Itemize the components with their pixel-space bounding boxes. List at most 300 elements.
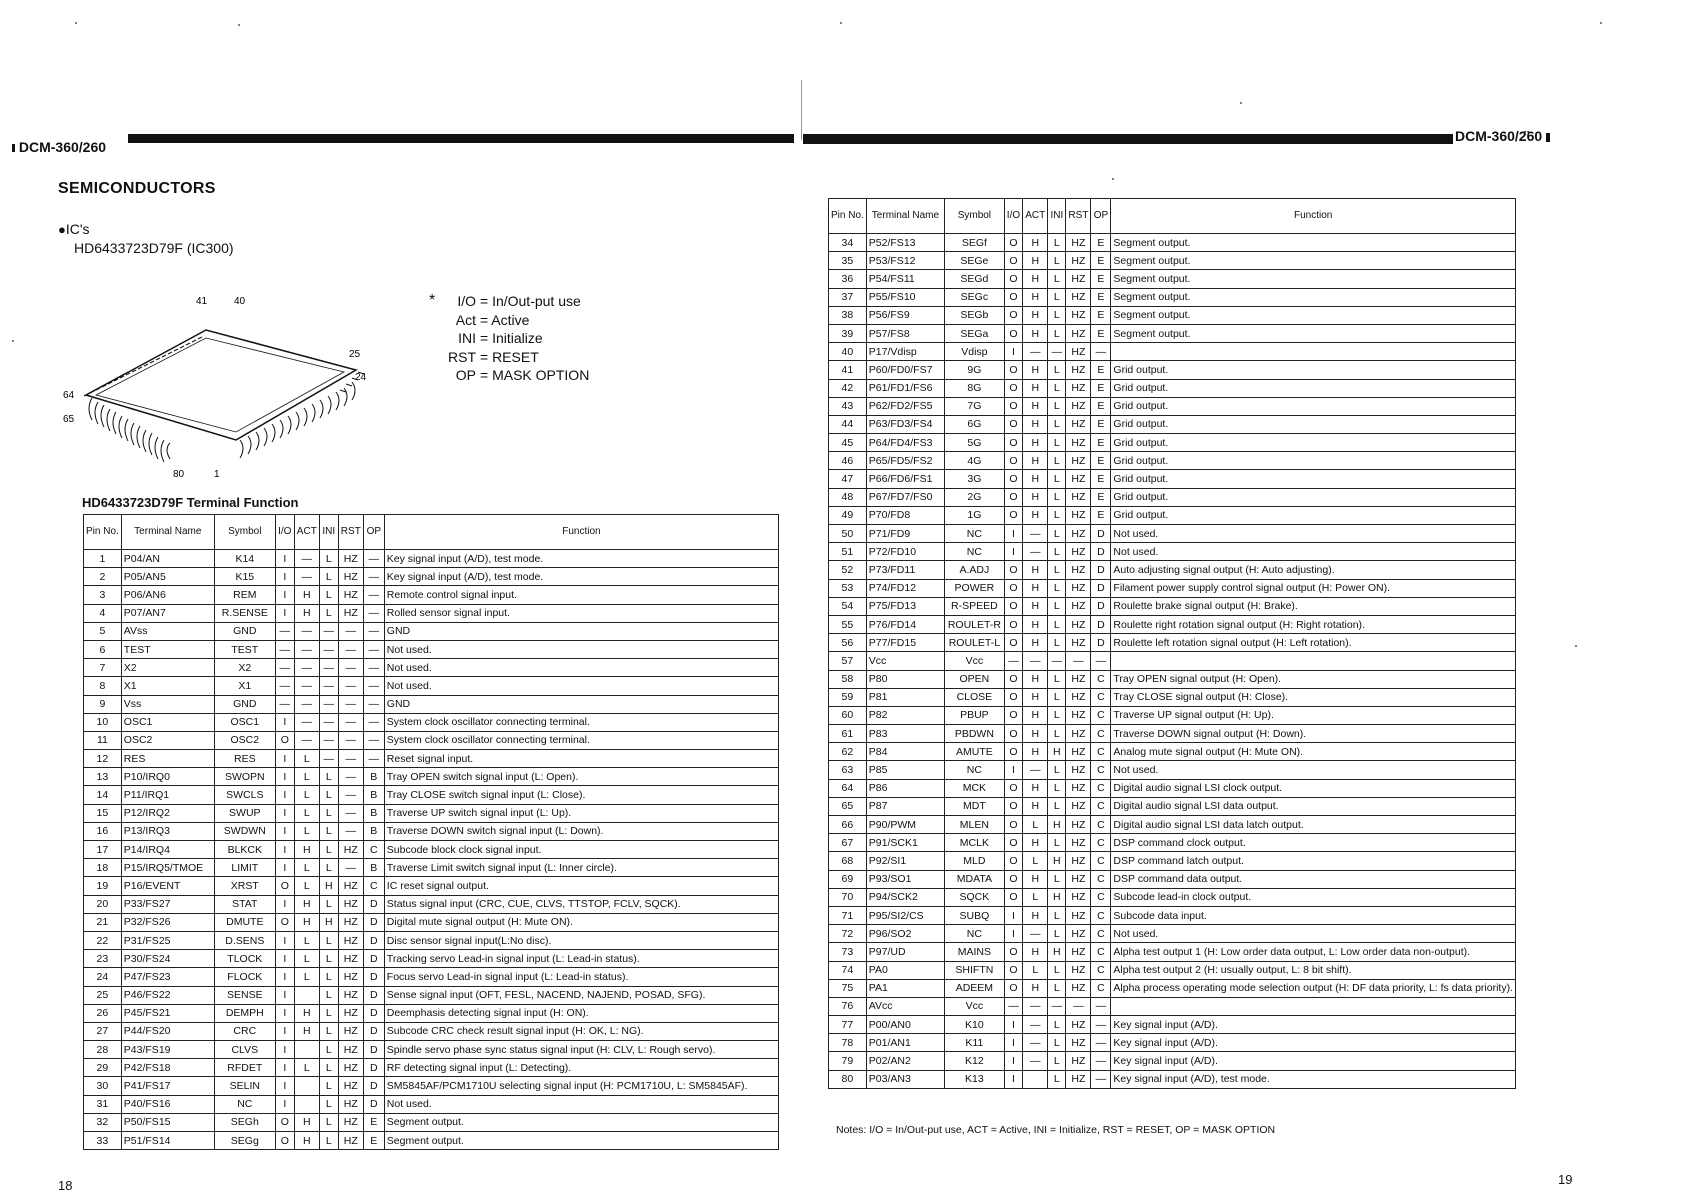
io-value: O — [1004, 634, 1023, 652]
terminal-name: P55/FS10 — [866, 288, 944, 306]
rst-value: HZ — [1066, 506, 1091, 524]
op-value: C — [1091, 834, 1111, 852]
io-value: I — [275, 950, 294, 968]
rst-value: HZ — [1066, 234, 1091, 252]
pin-number: 67 — [829, 834, 867, 852]
rst-value: HZ — [1066, 725, 1091, 743]
symbol: NC — [945, 925, 1005, 943]
ini-value: L — [1048, 797, 1066, 815]
legend-table — [446, 292, 591, 385]
pin-number: 64 — [829, 779, 867, 797]
op-value: B — [363, 822, 384, 840]
act-value: L — [1023, 961, 1048, 979]
op-value: D — [1091, 597, 1111, 615]
terminal-name: P70/FD8 — [866, 506, 944, 524]
table-row — [829, 834, 1516, 852]
act-value: H — [1023, 979, 1048, 997]
symbol: SELIN — [214, 1077, 275, 1095]
op-value: E — [1091, 452, 1111, 470]
table-row — [829, 1034, 1516, 1052]
io-value: O — [1004, 452, 1023, 470]
rst-value: — — [338, 731, 363, 749]
col-pin: Pin No. — [829, 199, 867, 234]
op-value: C — [1091, 979, 1111, 997]
act-value: H — [1023, 906, 1048, 924]
header-marker-icon — [12, 144, 15, 152]
terminal-name: P03/AN3 — [866, 1070, 944, 1088]
io-value: I — [275, 786, 294, 804]
act-value: — — [294, 622, 319, 640]
act-value: H — [1023, 579, 1048, 597]
rst-value: HZ — [1066, 525, 1091, 543]
ini-value: L — [319, 1095, 338, 1113]
function-text: Subcode block clock signal input. — [384, 841, 778, 859]
io-value: — — [275, 659, 294, 677]
op-value: C — [1091, 743, 1111, 761]
op-value: D — [363, 913, 384, 931]
function-text: Deemphasis detecting signal input (H: ON). — [384, 1004, 778, 1022]
symbol: FLOCK — [214, 968, 275, 986]
function-text: DSP command latch output. — [1111, 852, 1516, 870]
table-row — [84, 859, 779, 877]
function-text — [1111, 652, 1516, 670]
ini-value: L — [1048, 834, 1066, 852]
act-value: H — [1023, 506, 1048, 524]
act-value: — — [1023, 925, 1048, 943]
col-symbol: Symbol — [945, 199, 1005, 234]
pin-number: 38 — [829, 306, 867, 324]
pin-number: 31 — [84, 1095, 122, 1113]
io-value: O — [1004, 852, 1023, 870]
pin-number: 23 — [84, 950, 122, 968]
pin-label-65: 65 — [63, 414, 75, 425]
rst-value: HZ — [1066, 906, 1091, 924]
ini-value: L — [1048, 252, 1066, 270]
function-text: Subcode lead-in clock output. — [1111, 888, 1516, 906]
pin-number: 26 — [84, 1004, 122, 1022]
table-row — [829, 888, 1516, 906]
io-value: I — [275, 768, 294, 786]
function-text: Analog mute signal output (H: Mute ON). — [1111, 743, 1516, 761]
terminal-name: P30/FS24 — [121, 950, 214, 968]
pin-number: 16 — [84, 822, 122, 840]
header-right-title: DCM-360/2̈60 — [1455, 128, 1543, 144]
rst-value: HZ — [1066, 816, 1091, 834]
act-value: H — [1023, 779, 1048, 797]
io-value: I — [275, 1077, 294, 1095]
terminal-name: P10/IRQ0 — [121, 768, 214, 786]
function-text: Alpha test output 1 (H: Low order data output, L: Low order data non-output). — [1111, 943, 1516, 961]
table-row — [829, 415, 1516, 433]
symbol: SENSE — [214, 986, 275, 1004]
speck — [1112, 178, 1114, 180]
page-number-left: 18 — [58, 1178, 73, 1193]
io-value: O — [1004, 979, 1023, 997]
act-value: — — [294, 659, 319, 677]
terminal-name: PA0 — [866, 961, 944, 979]
col-io: I/O — [275, 515, 294, 550]
rst-value: HZ — [338, 550, 363, 568]
act-value — [294, 1095, 319, 1113]
terminal-name: P60/FD0/FS7 — [866, 361, 944, 379]
rst-value: — — [338, 786, 363, 804]
terminal-name: OSC1 — [121, 713, 214, 731]
act-value: — — [294, 550, 319, 568]
io-value: O — [1004, 688, 1023, 706]
act-value: H — [1023, 870, 1048, 888]
function-text: Tray CLOSE switch signal input (L: Close). — [384, 786, 778, 804]
act-value: H — [1023, 597, 1048, 615]
table-row — [829, 270, 1516, 288]
io-value: I — [1004, 525, 1023, 543]
rst-value: HZ — [338, 1041, 363, 1059]
act-value: L — [294, 950, 319, 968]
op-value: — — [363, 750, 384, 768]
speck — [75, 22, 77, 24]
terminal-name: P62/FD2/FS5 — [866, 397, 944, 415]
function-text: Not used. — [384, 677, 778, 695]
pin-number: 50 — [829, 525, 867, 543]
rst-value: — — [338, 768, 363, 786]
legend-key: INI — [458, 330, 476, 346]
terminal-name: P61/FD1/FS6 — [866, 379, 944, 397]
rst-value: HZ — [338, 604, 363, 622]
ini-value: L — [1048, 270, 1066, 288]
ini-value: H — [1048, 816, 1066, 834]
table-row — [84, 1077, 779, 1095]
rst-value: — — [338, 695, 363, 713]
table-row — [829, 234, 1516, 252]
op-value: E — [1091, 270, 1111, 288]
table-row — [84, 877, 779, 895]
legend-key: OP — [455, 367, 476, 383]
io-value: I — [275, 586, 294, 604]
act-value: L — [294, 931, 319, 949]
col-terminal-name: Terminal Name — [866, 199, 944, 234]
act-value: — — [1023, 997, 1048, 1015]
symbol: AMUTE — [945, 743, 1005, 761]
rst-value: HZ — [1066, 670, 1091, 688]
act-value — [294, 1041, 319, 1059]
col-ini: INI — [1048, 199, 1066, 234]
symbol: SWDWN — [214, 822, 275, 840]
bullet-icon: ● — [58, 222, 66, 237]
ic-heading — [58, 220, 234, 257]
terminal-name: P91/SCK1 — [866, 834, 944, 852]
op-value: E — [1091, 434, 1111, 452]
symbol: XRST — [214, 877, 275, 895]
terminal-table-left-body — [84, 550, 779, 1150]
symbol: DMUTE — [214, 913, 275, 931]
act-value: H — [294, 1004, 319, 1022]
table-row — [829, 779, 1516, 797]
function-text: Grid output. — [1111, 488, 1516, 506]
pin-number: 75 — [829, 979, 867, 997]
function-text: Not used. — [384, 659, 778, 677]
op-value: C — [1091, 779, 1111, 797]
rst-value: HZ — [1066, 324, 1091, 342]
ini-value: L — [1048, 452, 1066, 470]
function-text: RF detecting signal input (L: Detecting). — [384, 1059, 778, 1077]
rst-value: HZ — [338, 586, 363, 604]
act-value: H — [1023, 634, 1048, 652]
act-value: H — [1023, 234, 1048, 252]
col-act: ACT — [294, 515, 319, 550]
rst-value: HZ — [1066, 634, 1091, 652]
symbol: SEGd — [945, 270, 1005, 288]
io-value: O — [1004, 561, 1023, 579]
terminal-name: P32/FS26 — [121, 913, 214, 931]
ini-value: L — [319, 968, 338, 986]
symbol: GND — [214, 695, 275, 713]
terminal-name: P53/FS12 — [866, 252, 944, 270]
ini-value: H — [1048, 743, 1066, 761]
page-number-right: 19 — [1558, 1172, 1573, 1187]
table-row — [829, 525, 1516, 543]
legend-item — [446, 292, 591, 311]
io-value: — — [1004, 652, 1023, 670]
act-value: H — [1023, 688, 1048, 706]
ini-value: — — [319, 750, 338, 768]
pin-number: 37 — [829, 288, 867, 306]
op-value: C — [1091, 925, 1111, 943]
table-row — [829, 816, 1516, 834]
ini-value: L — [1048, 961, 1066, 979]
symbol: POWER — [945, 579, 1005, 597]
function-text: DSP command clock output. — [1111, 834, 1516, 852]
pin-number: 2 — [84, 568, 122, 586]
rst-value: — — [338, 677, 363, 695]
op-value: D — [363, 1041, 384, 1059]
terminal-name: P80 — [866, 670, 944, 688]
symbol: Vcc — [945, 652, 1005, 670]
op-value: C — [363, 841, 384, 859]
rst-value: HZ — [1066, 979, 1091, 997]
terminal-name: P74/FD12 — [866, 579, 944, 597]
terminal-table-right-body — [829, 234, 1516, 1089]
act-value: H — [294, 841, 319, 859]
act-value: — — [1023, 525, 1048, 543]
op-value: — — [363, 622, 384, 640]
rst-value: HZ — [1066, 870, 1091, 888]
rst-value: HZ — [338, 968, 363, 986]
pin-number: 14 — [84, 786, 122, 804]
act-value: H — [1023, 288, 1048, 306]
rst-value: HZ — [1066, 288, 1091, 306]
act-value: H — [1023, 488, 1048, 506]
terminal-name: P14/IRQ4 — [121, 841, 214, 859]
symbol: MDATA — [945, 870, 1005, 888]
ini-value: L — [1048, 779, 1066, 797]
pin-number: 60 — [829, 706, 867, 724]
terminal-name: P16/EVENT — [121, 877, 214, 895]
symbol: 3G — [945, 470, 1005, 488]
io-value: O — [1004, 324, 1023, 342]
symbol: SWOPN — [214, 768, 275, 786]
terminal-name: P96/SO2 — [866, 925, 944, 943]
header-rule-right — [803, 134, 1453, 144]
op-value: D — [363, 968, 384, 986]
ini-value: L — [319, 822, 338, 840]
terminal-name: X2 — [121, 659, 214, 677]
table-row — [829, 561, 1516, 579]
act-value: H — [1023, 324, 1048, 342]
col-act: ACT — [1023, 199, 1048, 234]
terminal-name: Vcc — [866, 652, 944, 670]
terminal-name: P90/PWM — [866, 816, 944, 834]
table-row — [829, 379, 1516, 397]
table-row — [84, 677, 779, 695]
function-text: Traverse Limit switch signal input (L: Inner circle). — [384, 859, 778, 877]
ini-value: L — [1048, 979, 1066, 997]
table-row — [829, 324, 1516, 342]
rst-value: HZ — [1066, 797, 1091, 815]
act-value: H — [1023, 615, 1048, 633]
symbol: 8G — [945, 379, 1005, 397]
rst-value: HZ — [338, 1113, 363, 1131]
ini-value: L — [1048, 688, 1066, 706]
pin-number: 53 — [829, 579, 867, 597]
rst-value: HZ — [338, 1077, 363, 1095]
function-text: Not used. — [384, 1095, 778, 1113]
function-text: Spindle servo phase sync status signal input (H: CLV, L: Rough servo). — [384, 1041, 778, 1059]
rst-value: HZ — [1066, 761, 1091, 779]
ini-value: L — [1048, 706, 1066, 724]
act-value: L — [294, 859, 319, 877]
table-row — [84, 604, 779, 622]
ini-value: L — [319, 841, 338, 859]
act-value: H — [1023, 706, 1048, 724]
table-row — [84, 550, 779, 568]
act-value: H — [294, 586, 319, 604]
function-text: Key signal input (A/D), test mode. — [1111, 1070, 1516, 1088]
ini-value: — — [319, 695, 338, 713]
function-text: Focus servo Lead-in signal input (L: Lead-in status). — [384, 968, 778, 986]
ini-value: L — [1048, 288, 1066, 306]
act-value: — — [1023, 343, 1048, 361]
op-value: — — [363, 604, 384, 622]
op-value: — — [363, 695, 384, 713]
function-text: Digital audio signal LSI clock output. — [1111, 779, 1516, 797]
table-header-row — [829, 199, 1516, 234]
symbol: TLOCK — [214, 950, 275, 968]
table-row — [84, 804, 779, 822]
ini-value: L — [1048, 561, 1066, 579]
symbol: MDT — [945, 797, 1005, 815]
act-value: — — [1023, 1052, 1048, 1070]
symbol: MLEN — [945, 816, 1005, 834]
ini-value: L — [1048, 506, 1066, 524]
function-text: Key signal input (A/D). — [1111, 1016, 1516, 1034]
io-value: O — [1004, 361, 1023, 379]
speck — [1575, 645, 1577, 647]
function-text: Tray CLOSE signal output (H: Close). — [1111, 688, 1516, 706]
function-text: Tray OPEN signal output (H: Open). — [1111, 670, 1516, 688]
rst-value: — — [338, 804, 363, 822]
table-row — [829, 1016, 1516, 1034]
rst-value: HZ — [1066, 561, 1091, 579]
rst-value: — — [338, 822, 363, 840]
pin-number: 55 — [829, 615, 867, 633]
rst-value: HZ — [1066, 1016, 1091, 1034]
terminal-name: P75/FD13 — [866, 597, 944, 615]
ini-value: L — [1048, 488, 1066, 506]
function-text: Roulette right rotation signal output (H: Right rotation). — [1111, 615, 1516, 633]
pin-number: 5 — [84, 622, 122, 640]
rst-value: HZ — [1066, 597, 1091, 615]
pin-label-64: 64 — [63, 390, 75, 401]
function-text: Grid output. — [1111, 379, 1516, 397]
symbol: SUBQ — [945, 906, 1005, 924]
terminal-name: P33/FS27 — [121, 895, 214, 913]
op-value: — — [363, 586, 384, 604]
terminal-name: P76/FD14 — [866, 615, 944, 633]
function-text: Grid output. — [1111, 506, 1516, 524]
legend-item — [446, 329, 591, 348]
function-text: System clock oscillator connecting terminal. — [384, 713, 778, 731]
op-value: E — [1091, 415, 1111, 433]
io-value: I — [1004, 761, 1023, 779]
ini-value: — — [319, 622, 338, 640]
pin-number: 20 — [84, 895, 122, 913]
symbol: NC — [945, 543, 1005, 561]
ini-value: L — [1048, 306, 1066, 324]
symbol: K12 — [945, 1052, 1005, 1070]
pin-number: 58 — [829, 670, 867, 688]
symbol: OSC2 — [214, 731, 275, 749]
op-value: D — [1091, 543, 1111, 561]
act-value: H — [294, 895, 319, 913]
rst-value: HZ — [1066, 615, 1091, 633]
rst-value: HZ — [1066, 434, 1091, 452]
terminal-name: P02/AN2 — [866, 1052, 944, 1070]
rst-value: HZ — [1066, 306, 1091, 324]
rst-value: HZ — [1066, 852, 1091, 870]
act-value: H — [1023, 470, 1048, 488]
table-row — [84, 913, 779, 931]
table-row — [829, 452, 1516, 470]
io-value: O — [1004, 816, 1023, 834]
table-row — [84, 1041, 779, 1059]
function-text: Segment output. — [384, 1113, 778, 1131]
rst-value: HZ — [1066, 270, 1091, 288]
function-text: IC reset signal output. — [384, 877, 778, 895]
ini-value: L — [319, 604, 338, 622]
symbol: RES — [214, 750, 275, 768]
table-title: HD6433723D79F Terminal Function — [82, 495, 299, 510]
terminal-name: P15/IRQ5/TMOE — [121, 859, 214, 877]
act-value: H — [1023, 397, 1048, 415]
symbol: NC — [945, 761, 1005, 779]
act-value: — — [294, 731, 319, 749]
pin-number: 46 — [829, 452, 867, 470]
act-value: — — [1023, 1016, 1048, 1034]
table-row — [84, 695, 779, 713]
io-value: O — [1004, 288, 1023, 306]
op-value: C — [1091, 961, 1111, 979]
rst-value: HZ — [1066, 252, 1091, 270]
rst-value: HZ — [338, 877, 363, 895]
terminal-name: PA1 — [866, 979, 944, 997]
op-value: — — [1091, 1070, 1111, 1088]
table-row — [829, 725, 1516, 743]
act-value: L — [294, 750, 319, 768]
op-value: D — [363, 895, 384, 913]
terminal-name: P83 — [866, 725, 944, 743]
legend-item — [446, 348, 591, 367]
io-value: O — [1004, 488, 1023, 506]
io-value: O — [1004, 579, 1023, 597]
